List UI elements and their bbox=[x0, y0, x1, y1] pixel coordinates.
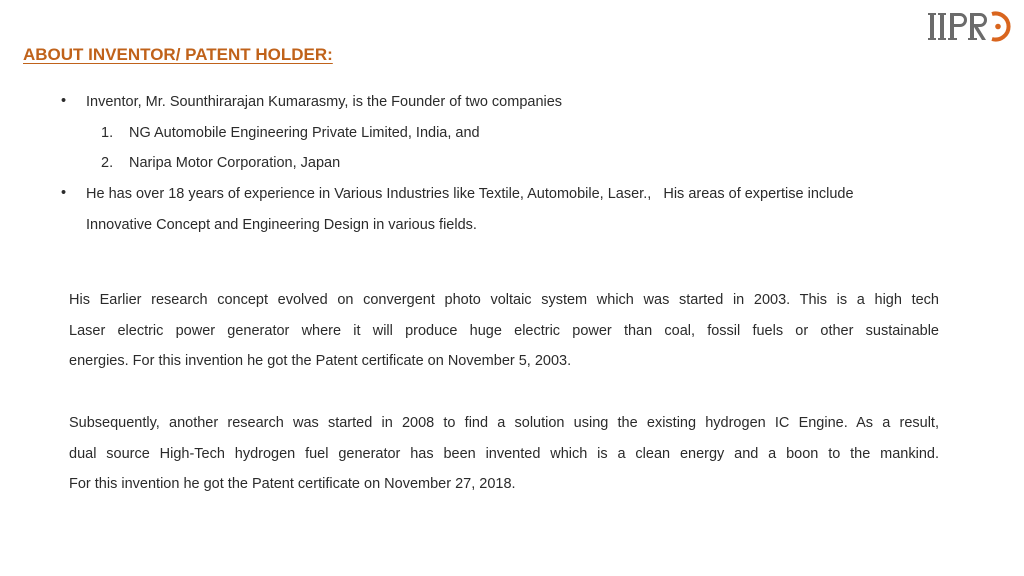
paragraph-line: dual source High-Tech hydrogen fuel generator has been invented which is a clean energy and a boon to the mankind. bbox=[69, 446, 939, 462]
list-number: 2. bbox=[101, 155, 114, 171]
bullet-text: Inventor, Mr. Sounthirarajan Kumarasmy, is the Founder of two companies bbox=[86, 94, 563, 110]
iiprd-logo bbox=[928, 10, 1012, 44]
paragraph-line: energies. For this invention he got the Patent certificate on November 5, 2003. bbox=[69, 353, 572, 369]
page-title: ABOUT INVENTOR/ PATENT HOLDER: bbox=[23, 45, 333, 64]
paragraph-line: His Earlier research concept evolved on convergent photo voltaic system which was started in 2003. This is a high tech bbox=[69, 292, 939, 308]
bullet-dot: • bbox=[61, 93, 67, 109]
bullet-text-continued: Innovative Concept and Engineering Design in various fields. bbox=[86, 217, 477, 233]
list-item-text: Naripa Motor Corporation, Japan bbox=[129, 155, 341, 171]
paragraph-line: For this invention he got the Patent certificate on November 27, 2018. bbox=[69, 476, 516, 492]
bullet-text: He has over 18 years of experience in Various Industries like Textile, Automobile, Laser., His areas of expertise include bbox=[86, 186, 854, 202]
list-number: 1. bbox=[101, 125, 114, 141]
paragraph-line: Laser electric power generator where it will produce huge electric power than coal, fossil fuels or other sustainable bbox=[69, 323, 939, 339]
paragraph-line: Subsequently, another research was started in 2008 to find a solution using the existing hydrogen IC Engine. As a result, bbox=[69, 415, 939, 431]
bullet-dot: • bbox=[61, 185, 67, 201]
list-item-text: NG Automobile Engineering Private Limited, India, and bbox=[129, 125, 480, 141]
